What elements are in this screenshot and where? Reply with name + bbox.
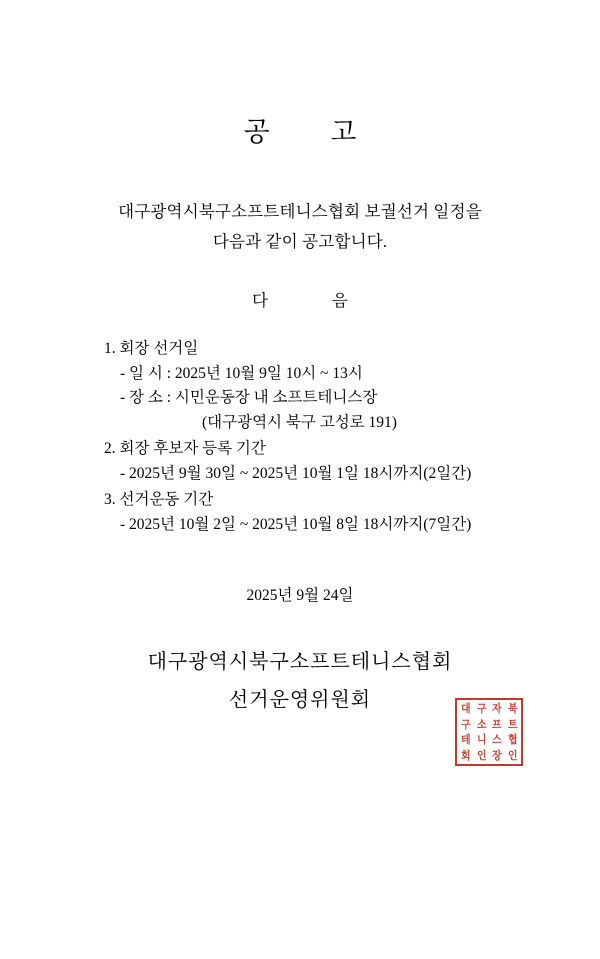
seal-char: 구 [460, 717, 471, 731]
seal-char: 북 [507, 702, 518, 716]
seal-char: 트 [507, 717, 518, 731]
item-title: 1. 회장 선거일 [104, 340, 199, 357]
item-detail: - 일 시 : 2025년 10월 9일 10시 ~ 13시 [120, 364, 363, 382]
seal-char: 장 [491, 748, 502, 762]
seal-char: 대 [460, 702, 471, 716]
issue-date: 2025년 9월 24일 [246, 587, 354, 604]
list-item [104, 337, 600, 435]
intro-line-2: 다음과 같이 공고합니다. [212, 232, 388, 251]
seal-char: 인 [507, 748, 518, 762]
item-detail: - 2025년 10월 2일 ~ 2025년 10월 8일 18시까지(7일간) [120, 515, 472, 533]
seal-char: 구 [476, 702, 487, 716]
item-detail: - 장 소 : 시민운동장 내 소프트테니스장 [120, 389, 378, 406]
intro-paragraph [0, 197, 600, 257]
list-item [104, 488, 600, 537]
item-note: (대구광역시 북구 고성로 191) [202, 413, 397, 431]
seal-char: 프 [491, 717, 502, 731]
seal-char: 소 [476, 717, 487, 731]
item-title: 2. 회장 후보자 등록 기간 [104, 440, 266, 457]
seal-char: 스 [491, 733, 502, 747]
item-detail: - 2025년 9월 30일 ~ 2025년 10월 1일 18시까지(2일간) [120, 464, 472, 482]
signature-org: 대구광역시북구소프트테니스협회 [147, 651, 453, 673]
signature-committee: 선거운영위원회 [228, 689, 372, 711]
seal-char: 니 [476, 733, 487, 747]
seal-char: 회 [460, 748, 471, 762]
intro-line-1: 대구광역시북구소프트테니스협회 보궐선거 일정을 [118, 202, 482, 221]
seal-char: 인 [476, 748, 487, 762]
item-title: 3. 선거운동 기간 [104, 491, 214, 508]
seal-char: 협 [507, 733, 518, 747]
document-page [0, 110, 600, 959]
seal-char: 자 [491, 702, 502, 716]
official-seal-icon [455, 698, 523, 766]
page-title: 공 고 [243, 117, 383, 148]
seal-char: 테 [460, 733, 471, 747]
daeum-heading: 다 음 [251, 291, 378, 310]
items-list [0, 337, 600, 537]
list-item [104, 437, 600, 486]
